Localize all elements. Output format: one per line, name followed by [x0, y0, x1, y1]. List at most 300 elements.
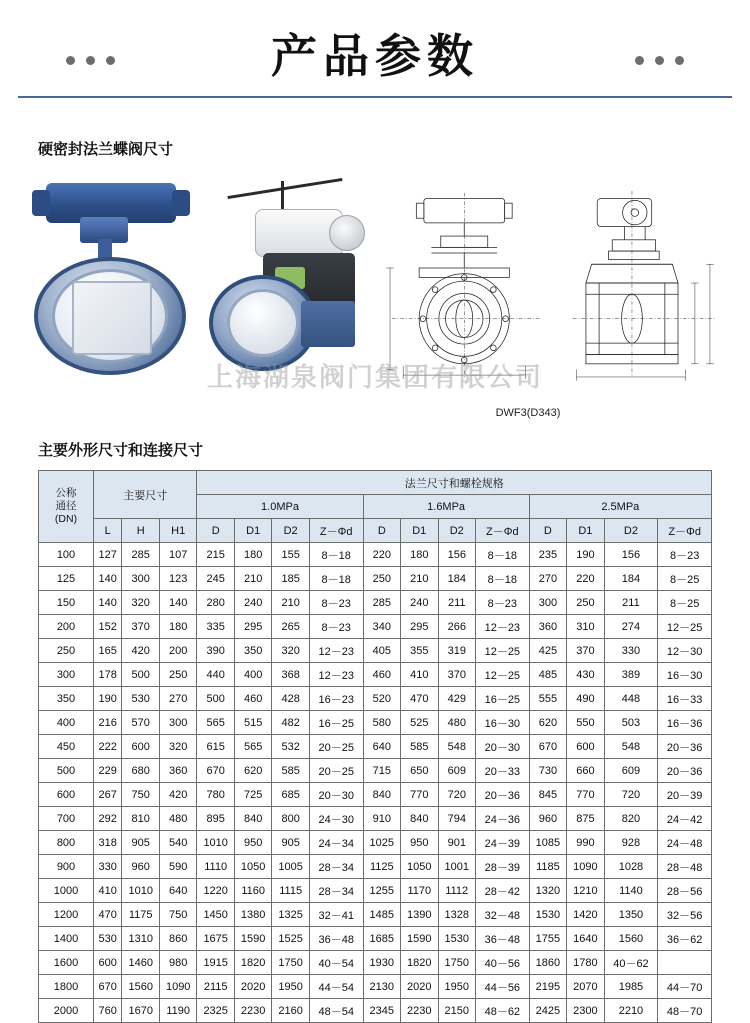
table-cell: 320 [272, 639, 309, 663]
table-cell: 565 [197, 711, 234, 735]
table-cell: 335 [197, 615, 234, 639]
table-cell-dn: 350 [39, 687, 94, 711]
table-row [39, 903, 712, 927]
side-view-line-drawing [554, 171, 733, 396]
table-cell: 460 [234, 687, 271, 711]
table-cell: 210 [272, 591, 309, 615]
table-cell: 370 [438, 663, 475, 687]
table-cell: 2150 [438, 999, 475, 1023]
table-row [39, 927, 712, 951]
table-cell: 670 [529, 735, 566, 759]
table-cell: 410 [94, 879, 122, 903]
table-cell: 640 [159, 879, 196, 903]
header-dn-line1: 公称 [55, 487, 77, 499]
table-cell: 905 [272, 831, 309, 855]
table-cell: 185 [272, 567, 309, 591]
table-cell: 24－48 [658, 831, 712, 855]
table-cell: 222 [94, 735, 122, 759]
table-cell: 1050 [234, 855, 271, 879]
table-cell: 1001 [438, 855, 475, 879]
table-cell: 330 [94, 855, 122, 879]
table-cell: 16－25 [309, 711, 363, 735]
table-cell: 16－30 [476, 711, 530, 735]
table-cell: 48－70 [658, 999, 712, 1023]
table-cell: 1820 [234, 951, 271, 975]
page-header [0, 0, 750, 120]
table-cell: 229 [94, 759, 122, 783]
table-cell: 428 [272, 687, 309, 711]
table-cell: 300 [529, 591, 566, 615]
table-cell: 490 [567, 687, 604, 711]
table-cell: 500 [122, 663, 159, 687]
table-cell: 950 [401, 831, 438, 855]
table-cell: 420 [122, 639, 159, 663]
dot-icon [66, 56, 75, 65]
table-cell: 895 [197, 807, 234, 831]
table-cell: 800 [272, 807, 309, 831]
table-cell: 485 [529, 663, 566, 687]
dot-icon [655, 56, 664, 65]
table-cell: 520 [363, 687, 400, 711]
table-cell: 1328 [438, 903, 475, 927]
table-cell: 36－48 [476, 927, 530, 951]
table-cell: 405 [363, 639, 400, 663]
table-cell: 280 [197, 591, 234, 615]
table-cell: 295 [401, 615, 438, 639]
table-cell: 240 [234, 591, 271, 615]
table-cell: 670 [94, 975, 122, 999]
table-cell: 318 [94, 831, 122, 855]
table-cell: 292 [94, 807, 122, 831]
table-cell: 810 [122, 807, 159, 831]
table-cell: 1590 [401, 927, 438, 951]
table-cell: 235 [529, 543, 566, 567]
table-cell: 16－33 [658, 687, 712, 711]
table-cell: 8－23 [309, 615, 363, 639]
table-cell: 250 [159, 663, 196, 687]
header-col-D2-25: D2 [604, 519, 658, 543]
table-cell: 2230 [401, 999, 438, 1023]
table-cell-dn: 450 [39, 735, 94, 759]
table-cell: 1485 [363, 903, 400, 927]
table-cell-dn: 500 [39, 759, 94, 783]
table-cell: 360 [159, 759, 196, 783]
table-cell-dn: 400 [39, 711, 94, 735]
table-cell: 1560 [604, 927, 658, 951]
table-cell: 430 [567, 663, 604, 687]
table-cell: 840 [234, 807, 271, 831]
table-cell: 715 [363, 759, 400, 783]
header-pressure-2-5: 2.5MPa [529, 495, 711, 519]
table-cell: 12－25 [476, 639, 530, 663]
table-cell: 355 [401, 639, 438, 663]
table-cell: 2160 [272, 999, 309, 1023]
table-cell: 570 [122, 711, 159, 735]
table-cell: 140 [94, 567, 122, 591]
table-cell: 600 [122, 735, 159, 759]
dot-icon [635, 56, 644, 65]
table-cell: 1140 [604, 879, 658, 903]
table-cell: 250 [363, 567, 400, 591]
table-cell: 1350 [604, 903, 658, 927]
table-cell: 1175 [122, 903, 159, 927]
table-cell: 990 [567, 831, 604, 855]
table-cell: 28－39 [476, 855, 530, 879]
table-cell-dn: 100 [39, 543, 94, 567]
table-cell: 240 [401, 591, 438, 615]
table-cell: 8－18 [476, 567, 530, 591]
table-cell: 300 [122, 567, 159, 591]
table-cell: 28－34 [309, 855, 363, 879]
table-cell: 44－54 [309, 975, 363, 999]
header-col-Zd-16: Z－Φd [476, 519, 530, 543]
table-cell: 310 [567, 615, 604, 639]
table-cell: 780 [197, 783, 234, 807]
table-cell: 320 [122, 591, 159, 615]
table-cell-dn: 1600 [39, 951, 94, 975]
table-cell: 1010 [197, 831, 234, 855]
table-cell: 1320 [529, 879, 566, 903]
table-cell: 1640 [567, 927, 604, 951]
table-cell: 600 [94, 951, 122, 975]
table-cell: 1820 [401, 951, 438, 975]
table-cell: 24－42 [658, 807, 712, 831]
dot-icon [675, 56, 684, 65]
table-cell: 8－25 [658, 591, 712, 615]
table-cell: 156 [604, 543, 658, 567]
table-cell-dn: 1800 [39, 975, 94, 999]
table-cell: 370 [567, 639, 604, 663]
table-cell: 720 [438, 783, 475, 807]
table-cell: 585 [401, 735, 438, 759]
decorative-dots-right [635, 56, 684, 65]
header-row-3 [39, 519, 712, 543]
drawing-caption: DWF3(D343) [495, 407, 561, 419]
product-section-title: 硬密封法兰蝶阀尺寸 [38, 140, 174, 158]
table-cell: 320 [159, 735, 196, 759]
table-cell: 1755 [529, 927, 566, 951]
table-cell: 910 [363, 807, 400, 831]
valve-disc-shape [72, 281, 152, 355]
table-cell: 730 [529, 759, 566, 783]
table-cell: 770 [567, 783, 604, 807]
table-cell: 840 [401, 807, 438, 831]
table-cell: 285 [363, 591, 400, 615]
table-cell: 1390 [401, 903, 438, 927]
table-cell: 1780 [567, 951, 604, 975]
table-cell: 901 [438, 831, 475, 855]
table-cell: 107 [159, 543, 196, 567]
table-cell: 1050 [401, 855, 438, 879]
table-cell: 300 [159, 711, 196, 735]
table-cell: 28－42 [476, 879, 530, 903]
table-cell-dn: 1400 [39, 927, 94, 951]
header-col-Zd-25: Z－Φd [658, 519, 712, 543]
table-cell: 420 [159, 783, 196, 807]
table-cell: 2020 [401, 975, 438, 999]
header-col-D2-10: D2 [272, 519, 309, 543]
header-main-dims: 主要尺寸 [94, 471, 197, 519]
drawing-caption-holder [398, 405, 658, 421]
table-cell: 1590 [234, 927, 271, 951]
table-cell: 425 [529, 639, 566, 663]
table-cell: 2425 [529, 999, 566, 1023]
table-cell: 1750 [438, 951, 475, 975]
table-cell: 950 [234, 831, 271, 855]
table-cell: 540 [159, 831, 196, 855]
table-cell: 48－62 [476, 999, 530, 1023]
table-cell: 24－39 [476, 831, 530, 855]
table-cell: 2300 [567, 999, 604, 1023]
table-cell: 152 [94, 615, 122, 639]
table-cell: 220 [363, 543, 400, 567]
table-cell-dn: 600 [39, 783, 94, 807]
table-cell: 24－36 [476, 807, 530, 831]
table-cell: 210 [401, 567, 438, 591]
table-cell: 590 [159, 855, 196, 879]
table-cell: 615 [197, 735, 234, 759]
table-cell: 1010 [122, 879, 159, 903]
table-cell: 1530 [529, 903, 566, 927]
table-cell: 1210 [567, 879, 604, 903]
front-view-drawing-canvas [375, 171, 554, 396]
header-col-Zd-10: Z－Φd [309, 519, 363, 543]
table-row [39, 975, 712, 999]
table-cell: 1670 [122, 999, 159, 1023]
table-cell: 215 [197, 543, 234, 567]
side-view-drawing-canvas [554, 171, 733, 396]
table-cell: 36－62 [658, 927, 712, 951]
header-flange-group: 法兰尺寸和螺栓规格 [197, 471, 712, 495]
table-cell-dn: 1000 [39, 879, 94, 903]
table-cell: 32－56 [658, 903, 712, 927]
table-cell: 2130 [363, 975, 400, 999]
table-cell: 905 [122, 831, 159, 855]
table-cell: 470 [94, 903, 122, 927]
table-cell: 20－36 [658, 735, 712, 759]
table-cell: 1750 [272, 951, 309, 975]
table-cell: 245 [197, 567, 234, 591]
table-cell: 650 [401, 759, 438, 783]
table-cell: 1085 [529, 831, 566, 855]
table-cell: 190 [567, 543, 604, 567]
table-cell: 20－33 [476, 759, 530, 783]
header-dn-line3: (DN) [54, 513, 78, 525]
table-cell: 1090 [159, 975, 196, 999]
table-cell: 2210 [604, 999, 658, 1023]
table-cell: 36－48 [309, 927, 363, 951]
table-cell: 960 [122, 855, 159, 879]
table-cell: 620 [234, 759, 271, 783]
table-cell: 845 [529, 783, 566, 807]
table-cell: 127 [94, 543, 122, 567]
table-cell: 12－30 [658, 639, 712, 663]
table-cell: 530 [94, 927, 122, 951]
table-cell: 156 [438, 543, 475, 567]
table-row [39, 807, 712, 831]
table-cell: 180 [159, 615, 196, 639]
header-col-L: L [94, 519, 122, 543]
table-cell: 200 [159, 639, 196, 663]
table-cell: 12－23 [309, 639, 363, 663]
table-cell: 12－23 [309, 663, 363, 687]
company-watermark: 上海湖泉阀门集团有限公司 [206, 363, 543, 393]
table-cell: 1915 [197, 951, 234, 975]
table-cell: 216 [94, 711, 122, 735]
table-cell: 525 [401, 711, 438, 735]
table-cell: 1190 [159, 999, 196, 1023]
spec-table-wrapper [38, 470, 712, 1023]
pneumatic-butterfly-valve-photo [18, 171, 197, 396]
table-cell: 760 [94, 999, 122, 1023]
table-cell: 295 [234, 615, 271, 639]
motor-cap-shape [329, 215, 365, 251]
table-cell: 794 [438, 807, 475, 831]
header-col-H: H [122, 519, 159, 543]
spec-table-body [39, 543, 712, 1023]
table-cell: 40－56 [476, 951, 530, 975]
table-cell: 2070 [567, 975, 604, 999]
table-cell: 640 [363, 735, 400, 759]
table-cell-dn: 700 [39, 807, 94, 831]
dot-icon [106, 56, 115, 65]
table-cell: 565 [234, 735, 271, 759]
table-cell: 1685 [363, 927, 400, 951]
table-cell: 350 [234, 639, 271, 663]
table-cell: 532 [272, 735, 309, 759]
table-cell: 410 [401, 663, 438, 687]
table-cell: 180 [401, 543, 438, 567]
table-cell: 250 [567, 591, 604, 615]
header-dn-line2: 通径 [55, 500, 77, 512]
table-cell: 28－48 [658, 855, 712, 879]
page-title: 产品参数 [271, 29, 479, 83]
table-cell-dn: 150 [39, 591, 94, 615]
table-cell: 400 [234, 663, 271, 687]
table-cell: 368 [272, 663, 309, 687]
table-row [39, 999, 712, 1023]
table-cell: 1185 [529, 855, 566, 879]
table-row [39, 735, 712, 759]
table-cell: 680 [122, 759, 159, 783]
table-cell-dn: 1200 [39, 903, 94, 927]
header-col-H1: H1 [159, 519, 196, 543]
table-cell: 8－23 [476, 591, 530, 615]
table-cell: 750 [122, 783, 159, 807]
table-cell: 820 [604, 807, 658, 831]
table-cell: 16－25 [476, 687, 530, 711]
table-cell: 190 [94, 687, 122, 711]
table-cell: 1160 [234, 879, 271, 903]
table-cell: 140 [159, 591, 196, 615]
table-cell: 548 [604, 735, 658, 759]
table-cell-dn: 2000 [39, 999, 94, 1023]
table-cell: 1420 [567, 903, 604, 927]
table-cell: 16－23 [309, 687, 363, 711]
table-cell: 460 [363, 663, 400, 687]
table-row [39, 567, 712, 591]
table-cell: 1985 [604, 975, 658, 999]
table-cell: 928 [604, 831, 658, 855]
table-cell: 370 [122, 615, 159, 639]
header-dn [39, 471, 94, 543]
table-cell: 620 [529, 711, 566, 735]
table-cell: 20－39 [658, 783, 712, 807]
table-row [39, 687, 712, 711]
table-cell: 211 [438, 591, 475, 615]
table-cell: 1325 [272, 903, 309, 927]
table-cell: 1090 [567, 855, 604, 879]
table-cell: 1025 [363, 831, 400, 855]
table-cell: 960 [529, 807, 566, 831]
table-cell: 16－30 [658, 663, 712, 687]
table-cell: 330 [604, 639, 658, 663]
decorative-dots-left [66, 56, 115, 65]
product-image-band [18, 171, 732, 421]
table-cell: 389 [604, 663, 658, 687]
table-cell: 555 [529, 687, 566, 711]
table-cell: 440 [197, 663, 234, 687]
table-cell: 32－41 [309, 903, 363, 927]
header-col-D2-16: D2 [438, 519, 475, 543]
header-col-D-25: D [529, 519, 566, 543]
dimension-section-title: 主要外形尺寸和连接尺寸 [38, 441, 204, 459]
table-cell: 20－36 [658, 759, 712, 783]
table-cell-dn: 200 [39, 615, 94, 639]
table-cell: 267 [94, 783, 122, 807]
table-cell: 1950 [272, 975, 309, 999]
table-cell: 184 [438, 567, 475, 591]
table-cell: 515 [234, 711, 271, 735]
table-cell: 274 [604, 615, 658, 639]
table-cell: 48－54 [309, 999, 363, 1023]
table-cell: 266 [438, 615, 475, 639]
table-cell: 20－25 [309, 735, 363, 759]
table-cell: 2230 [234, 999, 271, 1023]
valve-bore-shape [227, 289, 299, 357]
header-pressure-1-0: 1.0MPa [197, 495, 363, 519]
table-cell-dn: 125 [39, 567, 94, 591]
table-cell: 1005 [272, 855, 309, 879]
table-cell: 429 [438, 687, 475, 711]
table-cell: 184 [604, 567, 658, 591]
table-cell: 1525 [272, 927, 309, 951]
front-view-line-drawing [375, 171, 554, 396]
table-cell: 660 [567, 759, 604, 783]
table-row [39, 543, 712, 567]
table-cell: 340 [363, 615, 400, 639]
table-cell-dn: 800 [39, 831, 94, 855]
table-cell: 20－36 [476, 783, 530, 807]
table-cell: 685 [272, 783, 309, 807]
table-cell: 1125 [363, 855, 400, 879]
table-cell: 1255 [363, 879, 400, 903]
table-cell: 840 [363, 783, 400, 807]
table-cell: 28－56 [658, 879, 712, 903]
table-cell: 12－23 [476, 615, 530, 639]
table-cell: 123 [159, 567, 196, 591]
table-cell: 20－30 [476, 735, 530, 759]
table-cell: 20－25 [309, 759, 363, 783]
table-cell: 285 [122, 543, 159, 567]
table-cell: 1560 [122, 975, 159, 999]
table-cell: 720 [604, 783, 658, 807]
table-cell: 1110 [197, 855, 234, 879]
table-cell: 482 [272, 711, 309, 735]
table-row [39, 783, 712, 807]
table-cell-dn: 900 [39, 855, 94, 879]
table-cell: 8－23 [658, 543, 712, 567]
